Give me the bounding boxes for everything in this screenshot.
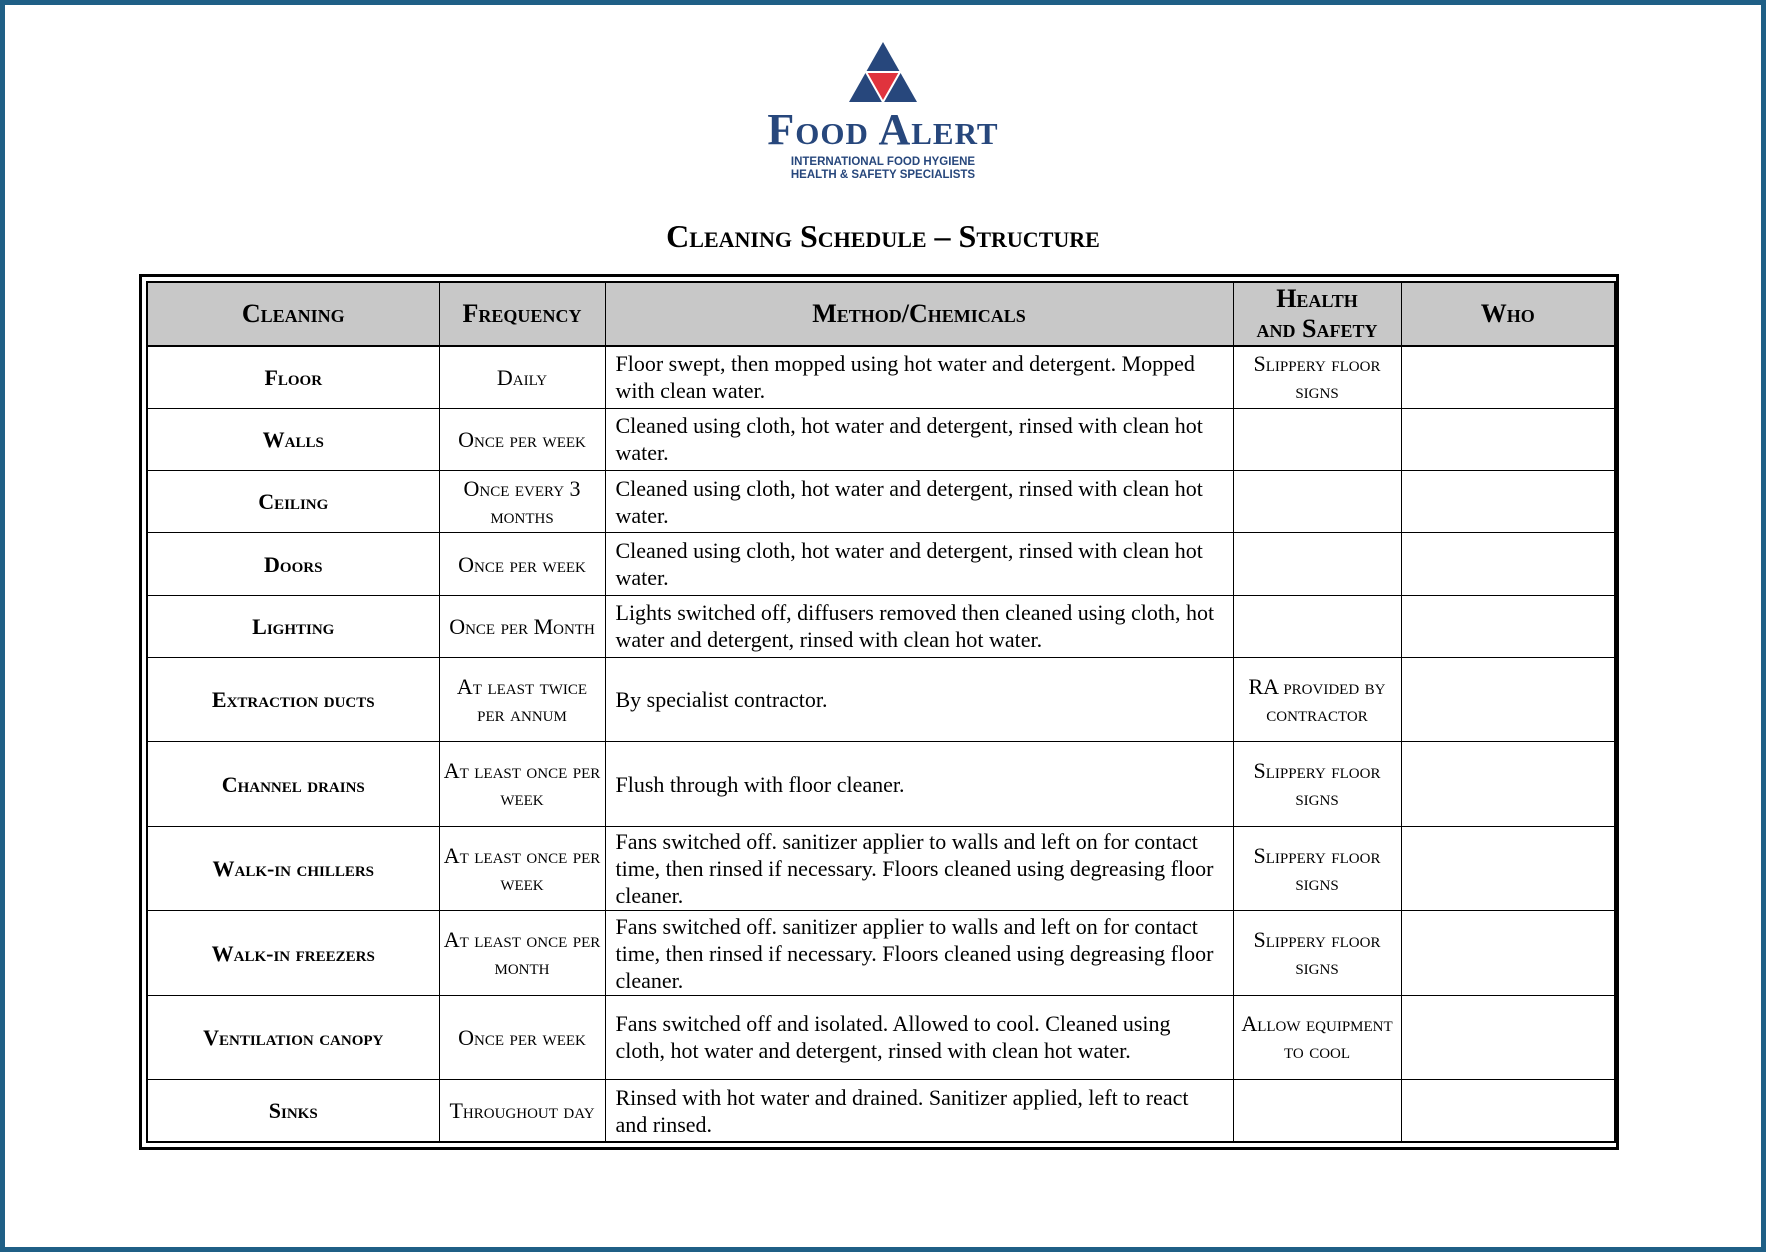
- cell-frequency: Once every 3 months: [439, 471, 605, 533]
- cell-who: [1401, 995, 1615, 1079]
- cell-method: Cleaned using cloth, hot water and detergent, rinsed with clean hot water.: [605, 533, 1233, 595]
- cell-health: [1233, 1080, 1401, 1142]
- cell-method: Floor swept, then mopped using hot water and detergent. Mopped with clean water.: [605, 346, 1233, 408]
- cell-who: [1401, 595, 1615, 657]
- table-row: [147, 408, 1615, 470]
- table-row: [147, 533, 1615, 595]
- cell-frequency: Throughout day: [439, 1080, 605, 1142]
- cell-who: [1401, 346, 1615, 408]
- cell-method: By specialist contractor.: [605, 658, 1233, 742]
- cell-who: [1401, 1080, 1615, 1142]
- cell-area: Walk-in freezers: [147, 911, 439, 995]
- table-row: [147, 826, 1615, 910]
- cell-frequency: Once per week: [439, 533, 605, 595]
- logo-name: Food Alert: [767, 105, 999, 154]
- cell-who: [1401, 658, 1615, 742]
- cell-method: Cleaned using cloth, hot water and detergent, rinsed with clean hot water.: [605, 408, 1233, 470]
- cell-frequency: At least once per week: [439, 742, 605, 826]
- cell-area: Walk-in chillers: [147, 826, 439, 910]
- header-who: Who: [1401, 282, 1615, 346]
- cell-frequency: At least twice per annum: [439, 658, 605, 742]
- table-row: [147, 595, 1615, 657]
- logo-tagline-line2: HEALTH & SAFETY SPECIALISTS: [790, 169, 976, 181]
- cell-health: Slippery floor signs: [1233, 826, 1401, 910]
- cell-method: Fans switched off. sanitizer applier to walls and left on for contact time, then rinsed if necessary. Floors cleaned using degreasing floor cleaner.: [605, 826, 1233, 910]
- cell-method: Fans switched off. sanitizer applier to walls and left on for contact time, then rinsed if necessary. Floors cleaned using degreasing floor cleaner.: [605, 911, 1233, 995]
- table-row: [147, 995, 1615, 1079]
- header-health-line1: Health: [1276, 284, 1358, 313]
- logo-tagline-line1: INTERNATIONAL FOOD HYGIENE: [790, 156, 976, 168]
- table-row: [147, 1080, 1615, 1142]
- cell-area: Doors: [147, 533, 439, 595]
- cell-who: [1401, 826, 1615, 910]
- cell-method: Fans switched off and isolated. Allowed to cool. Cleaned using cloth, hot water and detergent, rinsed with clean hot water.: [605, 995, 1233, 1079]
- page-title: Cleaning Schedule – Structure: [666, 218, 1100, 254]
- cell-method: Cleaned using cloth, hot water and detergent, rinsed with clean hot water.: [605, 471, 1233, 533]
- cell-who: [1401, 533, 1615, 595]
- cell-area: Walls: [147, 408, 439, 470]
- cell-method: Flush through with floor cleaner.: [605, 742, 1233, 826]
- cleaning-schedule-table: [146, 281, 1616, 1143]
- cell-frequency: Once per week: [439, 408, 605, 470]
- table-row: [147, 471, 1615, 533]
- cell-area: Channel drains: [147, 742, 439, 826]
- cell-health: Allow equipment to cool: [1233, 995, 1401, 1079]
- header-cleaning: Cleaning: [147, 282, 439, 346]
- header-health-line2: and Safety: [1256, 314, 1378, 343]
- schedule-table-frame: [139, 274, 1619, 1150]
- cell-health: Slippery floor signs: [1233, 742, 1401, 826]
- header-health-and-safety: [1233, 282, 1401, 346]
- cell-area: Lighting: [147, 595, 439, 657]
- cell-frequency: At least once per week: [439, 826, 605, 910]
- cell-health: RA provided by contractor: [1233, 658, 1401, 742]
- cell-health: [1233, 471, 1401, 533]
- cell-area: Extraction ducts: [147, 658, 439, 742]
- header-method: Method/Chemicals: [605, 282, 1233, 346]
- cell-health: Slippery floor signs: [1233, 346, 1401, 408]
- cell-method: Lights switched off, diffusers removed then cleaned using cloth, hot water and detergent, rinsed with clean hot water.: [605, 595, 1233, 657]
- cell-who: [1401, 408, 1615, 470]
- cell-frequency: At least once per month: [439, 911, 605, 995]
- cell-health: [1233, 533, 1401, 595]
- cell-who: [1401, 742, 1615, 826]
- cell-health: Slippery floor signs: [1233, 911, 1401, 995]
- cell-who: [1401, 471, 1615, 533]
- triangle-logo-icon: [847, 40, 919, 106]
- cell-area: Sinks: [147, 1080, 439, 1142]
- cell-frequency: Once per week: [439, 995, 605, 1079]
- cell-who: [1401, 911, 1615, 995]
- food-alert-logo: [0, 40, 1766, 182]
- table-row: [147, 346, 1615, 408]
- table-row: [147, 911, 1615, 995]
- header-frequency: Frequency: [439, 282, 605, 346]
- cell-area: Floor: [147, 346, 439, 408]
- cell-health: [1233, 408, 1401, 470]
- cell-frequency: Daily: [439, 346, 605, 408]
- table-row: [147, 658, 1615, 742]
- cell-frequency: Once per Month: [439, 595, 605, 657]
- cell-method: Rinsed with hot water and drained. Sanitizer applied, left to react and rinsed.: [605, 1080, 1233, 1142]
- cell-health: [1233, 595, 1401, 657]
- cell-area: Ventilation canopy: [147, 995, 439, 1079]
- cell-area: Ceiling: [147, 471, 439, 533]
- table-header-row: [147, 282, 1615, 346]
- table-row: [147, 742, 1615, 826]
